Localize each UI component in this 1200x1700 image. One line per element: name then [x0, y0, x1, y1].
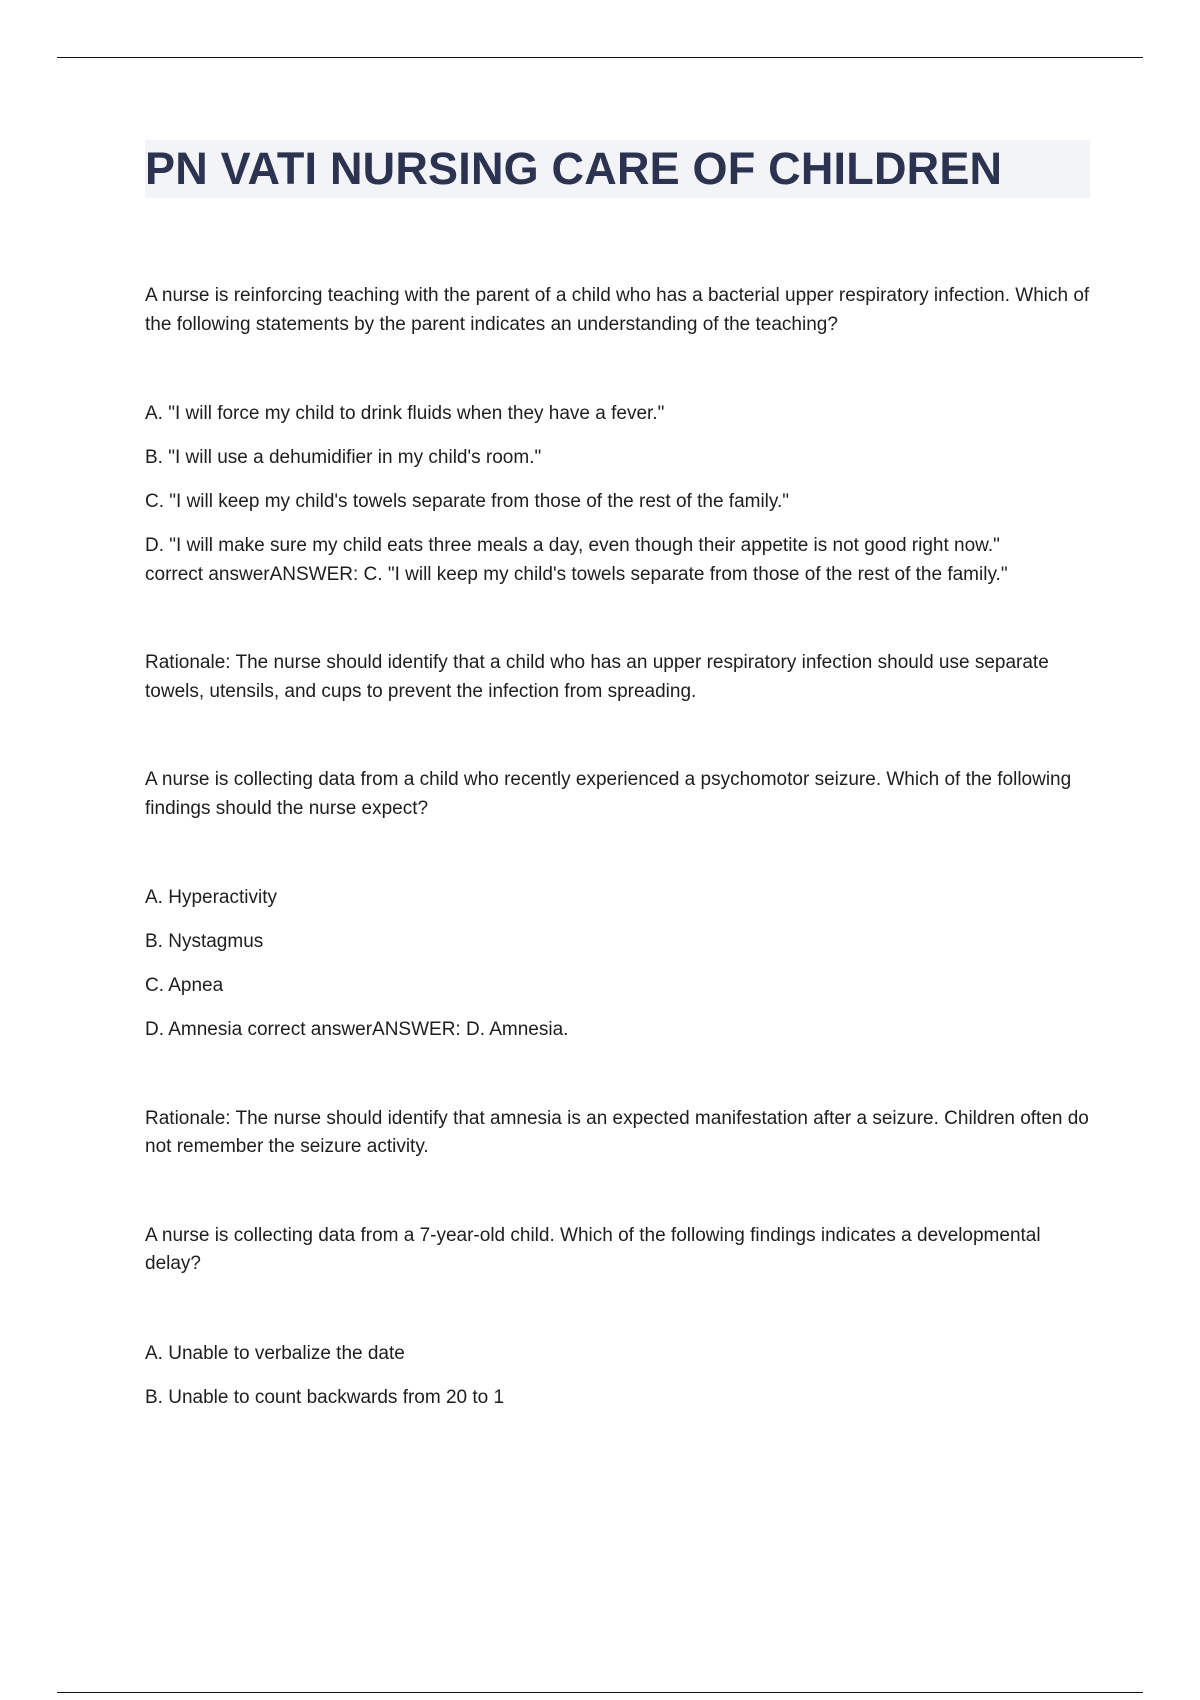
- option-a: A. Hyperactivity: [145, 887, 277, 908]
- option-b: B. Unable to count backwards from 20 to 1: [145, 1386, 505, 1408]
- option-c: C. "I will keep my child's towels separate from those of the rest of the family.": [145, 491, 790, 512]
- question-text: A nurse is reinforcing teaching with the parent of a child who has a bacterial upper respiratory infection. Which of the following statements by the parent indicates an understanding of the teaching?: [145, 285, 1090, 335]
- correct-answer: correct answerANSWER: D. Amnesia.: [247, 1019, 569, 1040]
- option-a: A. Unable to verbalize the date: [145, 1342, 405, 1364]
- option-b: B. "I will use a dehumidifier in my child's room.": [145, 447, 542, 468]
- document-body: [145, 140, 1095, 1428]
- correct-answer: correct answerANSWER: C. "I will keep my child's towels separate from those of the rest of the family.": [145, 563, 1008, 585]
- question-block-3: [145, 1222, 1095, 1413]
- header-rule: [57, 57, 1143, 58]
- document-title: PN VATI NURSING CARE OF CHILDREN: [145, 143, 1003, 194]
- question-text: A nurse is collecting data from a child who recently experienced a psychomotor seizure. Which of the following findings should the nurse expect?: [145, 769, 1072, 819]
- option-d-with-answer: [145, 532, 1095, 589]
- option-d: D. Amnesia: [145, 1019, 243, 1040]
- question-block-2: [145, 766, 1095, 1162]
- option-c: C. Apnea: [145, 975, 224, 996]
- footer-rule: [57, 1692, 1143, 1693]
- rationale-text: Rationale: The nurse should identify that amnesia is an expected manifestation after a seizure. Children often do not remember the seizure activity.: [145, 1107, 1089, 1157]
- title-band: [145, 140, 1090, 198]
- option-a: A. "I will force my child to drink fluids when they have a fever.": [145, 403, 665, 424]
- question-block-1: [145, 282, 1095, 706]
- option-d-with-answer: [145, 1016, 1095, 1045]
- option-d: D. "I will make sure my child eats three meals a day, even though their appetite is not good right now.": [145, 535, 1000, 556]
- rationale-text: Rationale: The nurse should identify that a child who has an upper respiratory infection should use separate towels, utensils, and cups to prevent the infection from spreading.: [145, 652, 1049, 702]
- question-text: A nurse is collecting data from a 7-year-old child. Which of the following findings indicates a developmental delay?: [145, 1224, 1041, 1274]
- option-b: B. Nystagmus: [145, 931, 264, 952]
